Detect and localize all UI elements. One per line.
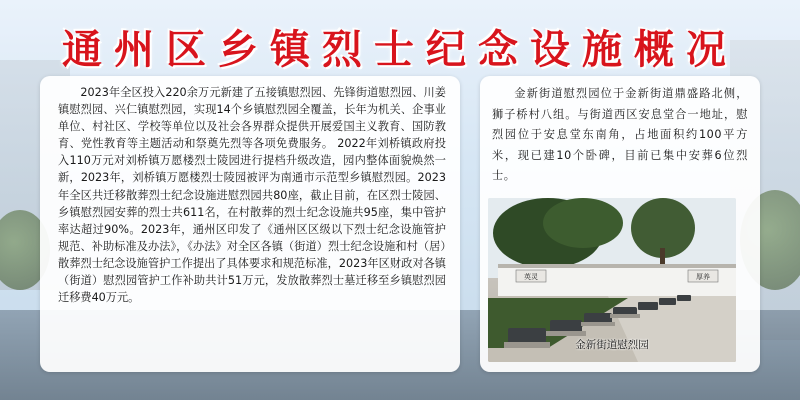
photo-sign-left: 英灵 <box>524 273 538 281</box>
photo-sign-right: 厚养 <box>696 273 710 281</box>
photo-caption: 金新街道慰烈园 <box>575 339 649 351</box>
right-panel-paragraph: 金新街道慰烈园位于金新街道鼎盛路北侧，狮子桥村八组。与街道西区安息堂合一地址，慰烈园位于安息堂东南角，占地面积约100平方米，现已建10个卧碑，目前已集中安葬6位烈士。 <box>492 87 748 182</box>
memorial-garden-photo <box>488 198 736 362</box>
page-title: 通州区乡镇烈士纪念设施概况 <box>62 26 738 73</box>
left-panel-paragraph: 2023年全区投入220余万元新建了五接镇慰烈园、先锋街道慰烈园、川姜镇慰烈园、兴仁镇慰烈园，实现14个乡镇慰烈园全覆盖，长年为机关、企事业单位、村社区、学校等单位以及社会各界群众提供开展爱国主义教育、国防教育、党性教育等主题活动和祭奠先烈等各项免费服务。 2022年刘桥镇政府投入110万元对刘桥镇万愿楼烈士陵园进行提档升级改造，园内整体面貌焕然一新，2023年，刘桥镇万愿楼烈士陵园被评为南通市示范型乡镇慰烈园。2023年全区共迁移散葬烈士纪念设施进慰烈园共80座，截止目前，在区烈士陵园、乡镇慰烈园安葬的烈士共611名，在村散葬的烈士纪念设施共95座，集中管护率达超过90%。2023年，通州区印发了《通州区区级以下烈士纪念设施管护规范、补助标准及办法》，《办法》对全区各镇（街道）烈士纪念设施和村（居）散葬烈士纪念设施管护工作提出了具体要求和规范标准，2023年区财政对各镇（街道）慰烈园管护工作补助共计51万元，发放散葬烈士墓迁移至乡镇慰烈园迁移费40万元。 <box>58 86 446 305</box>
left-info-panel <box>40 76 460 372</box>
